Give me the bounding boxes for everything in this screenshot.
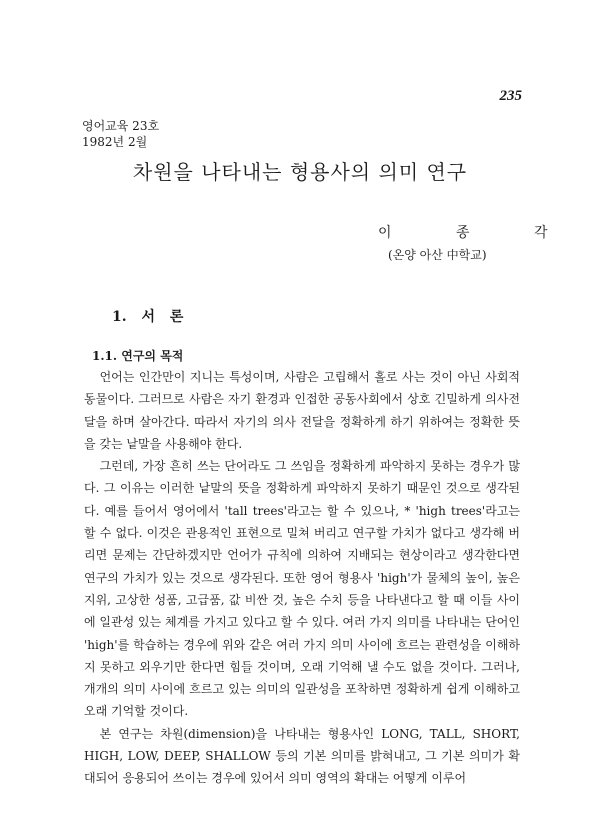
page-number: 235 (499, 88, 522, 104)
subsection-title: 연구의 목적 (121, 349, 184, 363)
journal-issue: 영어교육 23호 (82, 119, 160, 133)
subsection-number: 1.1. (92, 349, 118, 363)
author-affiliation: (온양 아산 中학교) (388, 248, 487, 262)
paragraph: 그런데, 가장 흔히 쓰는 단어라도 그 쓰임을 정확하게 파악하지 못하는 경우가 많다. 그 이유는 이러한 낱말의 뜻을 정확하게 파악하지 못하기 때문인 것으로 생각된다. 예를 들어서 영어에서 'tall trees'라고는 할 수 있으나, * 'high trees'라고는 할 수 없다. 이것은 관용적인 표현으로 밀쳐 버리고 연구할 가치가 없다고 생각해 버리면 문제는 간단하겠지만 언어가 규칙에 의하여 지배되는 현상이라고 생각한다면 연구의 가치가 있는 것으로 생각된다. 또한 영어 형용사 'high'가 물체의 높이, 높은 지위, 고상한 성품, 고급품, 값 비싼 것, 높은 수치 등을 나타낸다고 할 때 이들 사이에 일관성 있는 체계를 가지고 있다고 할 수 있다. 여러 가지 의미를 나타내는 단어인 'high'를 학습하는 경우에 위와 같은 여러 가지 의미 사이에 흐르는 관련성을 이해하지 못하고 외우기만 한다면 힘들 것이며, 오래 기억해 낼 수도 없을 것이다. 그러나, 개개의 의미 사이에 흐르고 있는 의미의 일관성을 포착하면 정확하게 쉽게 이해하고 오래 기억할 것이다. (84, 459, 520, 719)
section-heading (112, 306, 183, 326)
paragraph: 본 연구는 차원(dimension)을 나타내는 형용사인 LONG, TALL, SHORT, HIGH, LOW, DEEP, SHALLOW 등의 기본 의미를 밝혀내고, 그 기본 의미가 확대되어 응용되어 쓰이는 경우에 있어서 의미 영역의 확대는 어떻게 이루어 (84, 726, 520, 786)
section-title: 서 론 (141, 309, 184, 325)
author-name: 이 종 각 (378, 225, 578, 241)
paper-title: 차원을 나타내는 형용사의 의미 연구 (132, 160, 468, 184)
journal-info (82, 118, 159, 150)
section-number: 1. (112, 309, 127, 325)
paragraph: 언어는 인간만이 지니는 특성이며, 사람은 고립해서 홀로 사는 것이 아닌 사회적 동물이다. 그러므로 사람은 자기 환경과 인접한 공동사회에서 상호 긴밀하게 의사전달을 하며 살아간다. 따라서 자기의 의사 전달을 정확하게 하기 위하여는 정확한 뜻을 갖는 낱말을 사용해야 한다. (84, 370, 520, 451)
body-text (84, 366, 520, 790)
journal-date: 1982년 2월 (82, 135, 148, 149)
subsection-heading (92, 347, 183, 364)
